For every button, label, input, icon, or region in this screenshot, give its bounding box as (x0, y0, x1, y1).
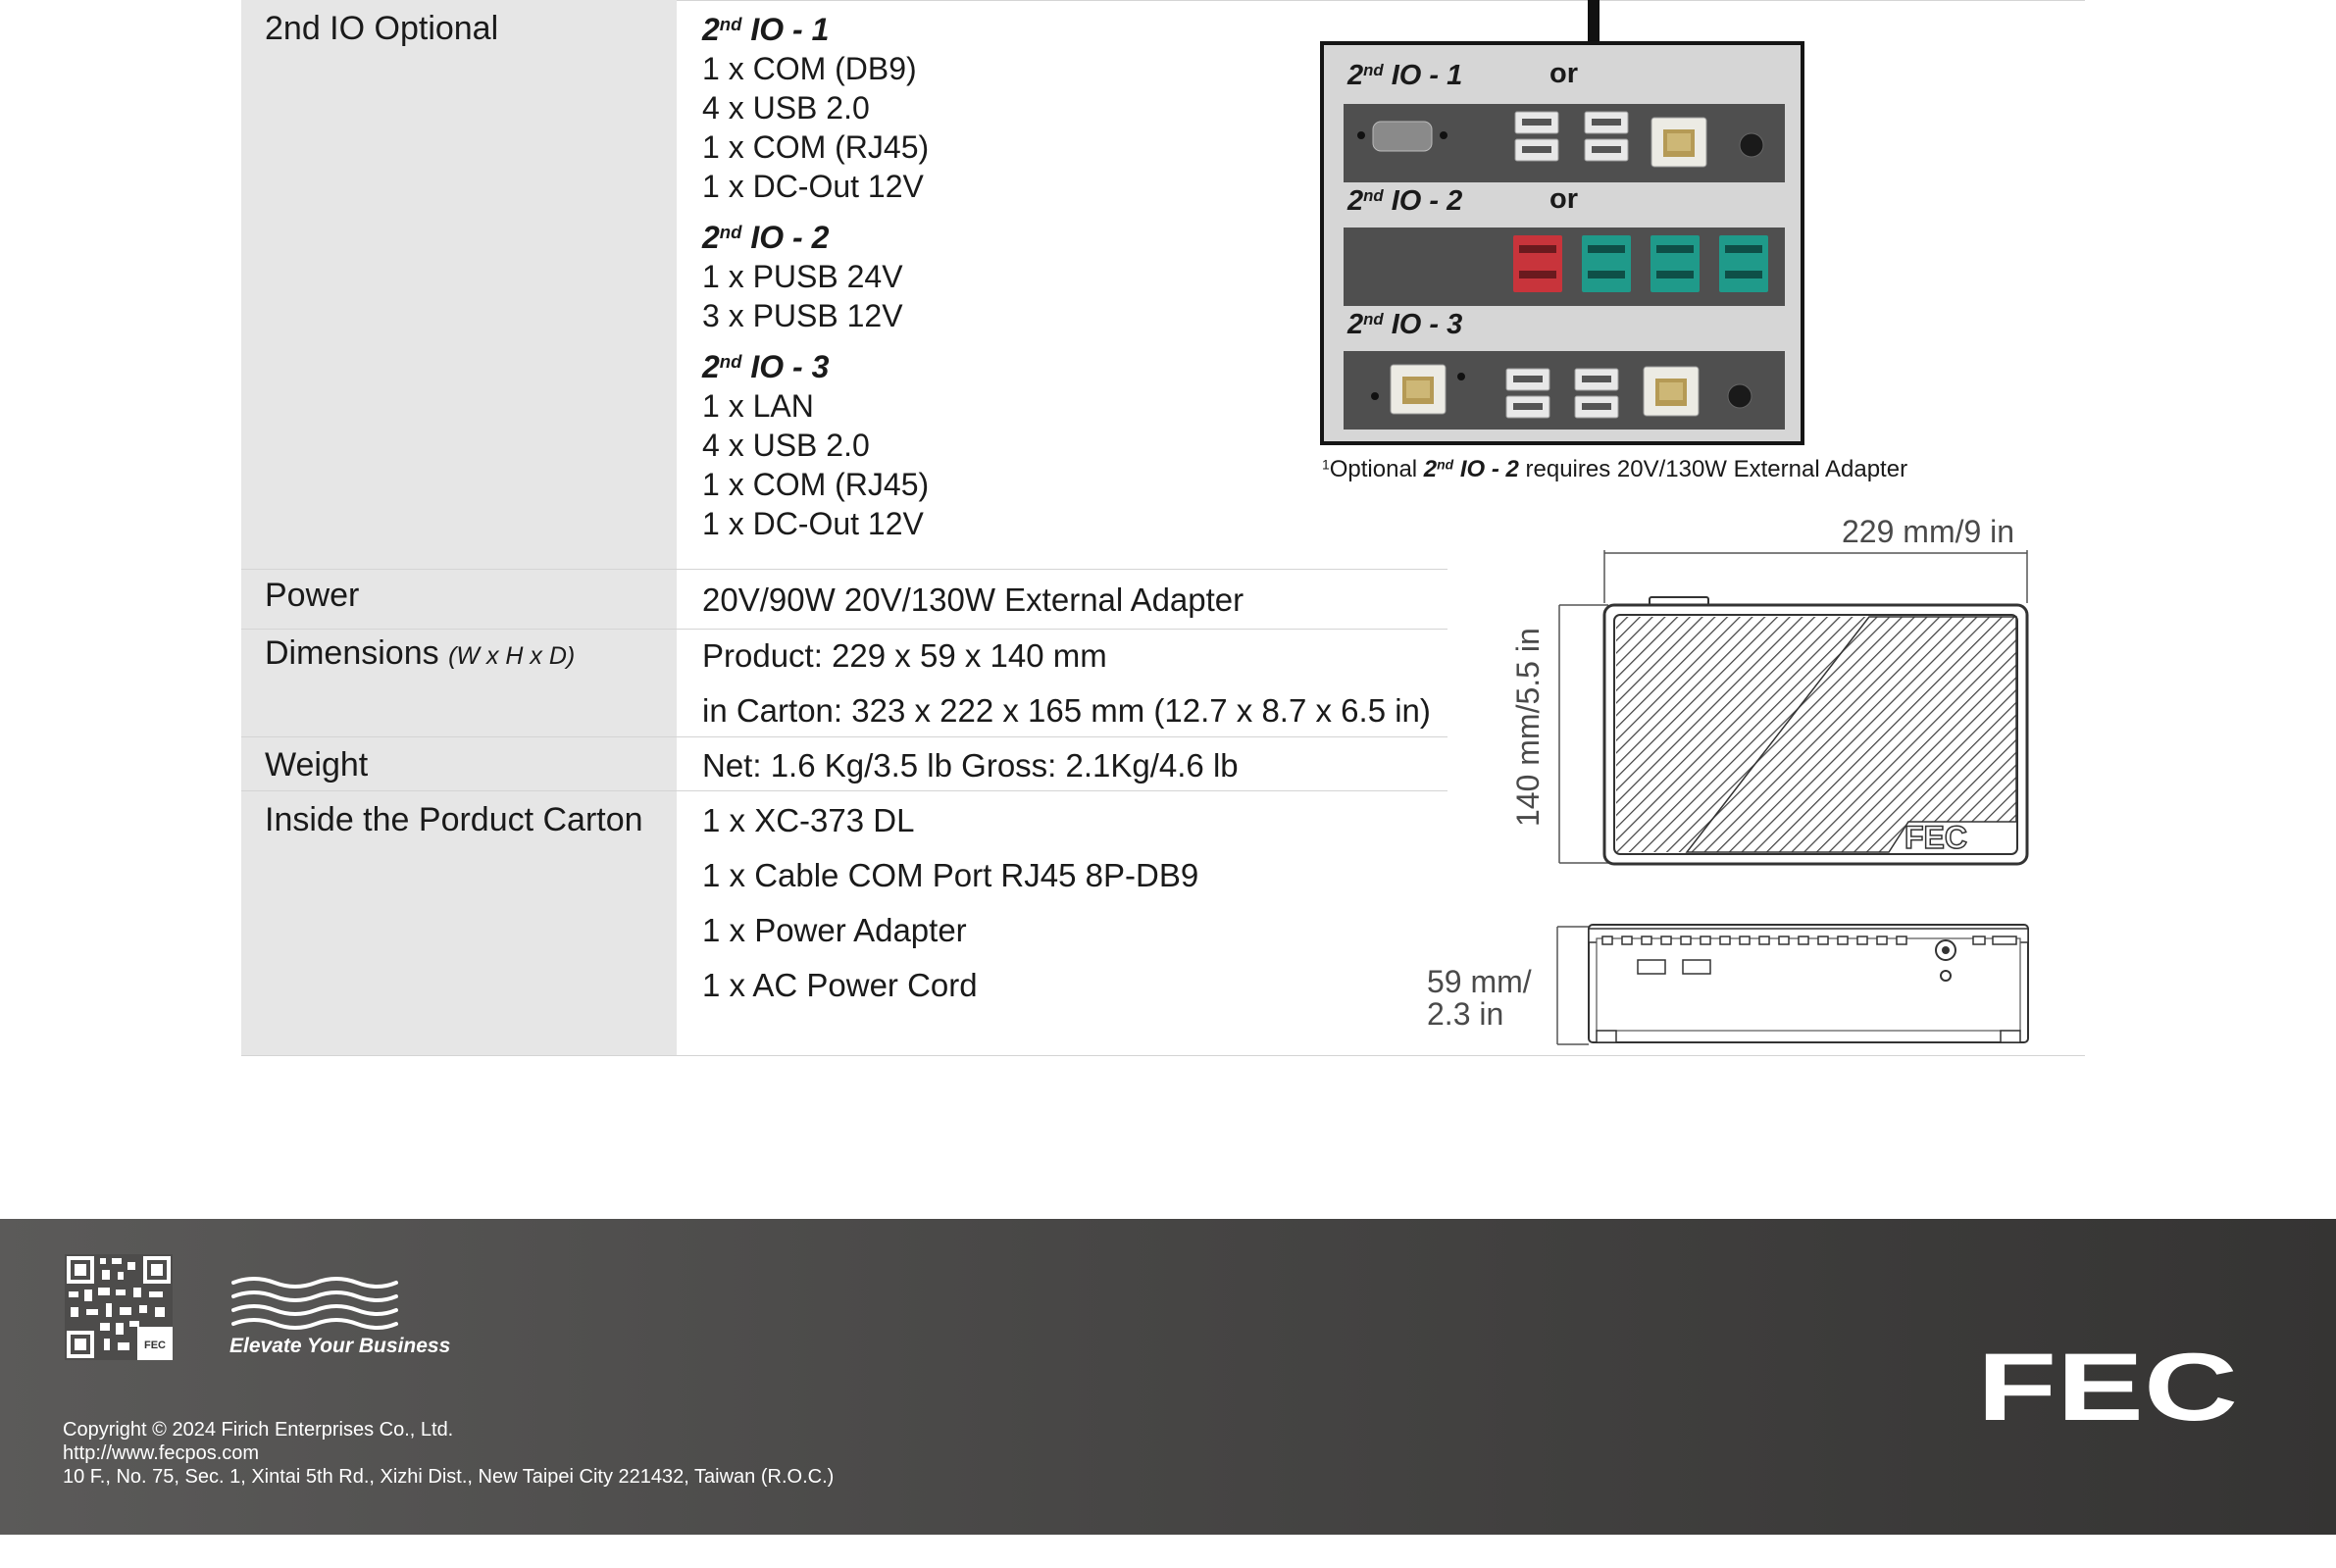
device-logo: FEC (1904, 820, 1967, 855)
list-item: 4 x USB 2.0 (702, 428, 870, 463)
label-weight: Weight (265, 746, 369, 784)
list-item: 1 x LAN (702, 388, 814, 424)
spec-label-column (241, 0, 677, 1056)
io-option-2 (702, 218, 903, 335)
value-weight: Net: 1.6 Kg/3.5 lb Gross: 2.1Kg/4.6 lb (702, 747, 1239, 784)
panel-io-1-label: 2nd IO - 1 (1347, 60, 1463, 91)
value-dimensions-product: Product: 229 x 59 x 140 mm (702, 637, 1107, 674)
io-option-heading: 2nd IO - 2 (702, 220, 830, 255)
table-rule (241, 790, 1447, 791)
value-dimensions-carton: in Carton: 323 x 222 x 165 mm (12.7 x 8.7 x 6.5 in) (702, 692, 1431, 729)
height-dimension-2: 2.3 in (1427, 996, 1504, 1032)
port-strips-icon (1324, 45, 1801, 441)
table-rule (241, 569, 1447, 570)
value-carton-item: 1 x Cable COM Port RJ45 8P-DB9 (702, 857, 1199, 893)
label-carton: Inside the Porduct Carton (265, 801, 643, 838)
value-power: 20V/90W 20V/130W External Adapter (702, 582, 1244, 618)
website-link[interactable]: http://www.fecpos.com (63, 1442, 260, 1464)
height-dimension-1: 59 mm/ (1427, 964, 1532, 999)
list-item: 1 x DC-Out 12V (702, 506, 924, 541)
io-option-1 (702, 10, 929, 206)
device-drawing (1549, 544, 2040, 1054)
waves-logo-icon (231, 1275, 398, 1330)
list-item: 1 x COM (DB9) (702, 51, 917, 86)
list-item: 1 x COM (RJ45) (702, 467, 930, 502)
table-rule (677, 0, 2085, 1)
io-option-heading: 2nd IO - 1 (702, 12, 830, 47)
panel-io-2-label: 2nd IO - 2 (1347, 185, 1463, 217)
table-rule (241, 1055, 2085, 1056)
tagline: Elevate Your Business (229, 1335, 451, 1357)
adapter-footnote: $^1$Optional 2nd IO - 2 requires 20V/130W External Adapter (1322, 456, 1908, 482)
label-dimensions-sub: (W x H x D) (448, 642, 576, 670)
or-label: or (1549, 58, 1578, 89)
or-label: or (1549, 183, 1578, 215)
label-dimensions (265, 633, 575, 676)
width-dimension: 229 mm/9 in (1842, 514, 2015, 549)
list-item: 1 x COM (RJ45) (702, 129, 930, 165)
cable-icon (1588, 0, 1600, 43)
list-item: 4 x USB 2.0 (702, 90, 870, 126)
address-text: 10 F., No. 75, Sec. 1, Xintai 5th Rd., Xizhi Dist., New Taipei City 221432, Taiwan (R.O.C.) (63, 1466, 835, 1488)
list-item: 3 x PUSB 12V (702, 298, 903, 333)
io-option-heading: 2nd IO - 3 (702, 349, 830, 384)
label-dimensions-text: Dimensions (265, 634, 439, 672)
io-panel (1320, 41, 1804, 445)
list-item: 1 x PUSB 24V (702, 259, 903, 294)
value-carton-item: 1 x AC Power Cord (702, 967, 978, 1003)
value-carton-item: 1 x XC-373 DL (702, 802, 915, 838)
io-option-3 (702, 347, 929, 543)
depth-dimension: 140 mm/5.5 in (1510, 628, 1546, 827)
table-rule (241, 736, 1447, 737)
table-rule (241, 629, 1447, 630)
qr-code-icon[interactable] (65, 1254, 173, 1360)
panel-io-3-label: 2nd IO - 3 (1347, 309, 1463, 340)
label-power: Power (265, 577, 360, 614)
fec-brand-logo (1977, 1345, 2242, 1424)
value-carton-item: 1 x Power Adapter (702, 912, 967, 948)
label-2nd-io-optional: 2nd IO Optional (265, 10, 499, 47)
copyright-text: Copyright © 2024 Firich Enterprises Co., Ltd. (63, 1419, 454, 1441)
fec-brand-text: FEC (1977, 1345, 2238, 1424)
qr-badge-text: FEC (144, 1340, 166, 1351)
list-item: 1 x DC-Out 12V (702, 169, 924, 204)
